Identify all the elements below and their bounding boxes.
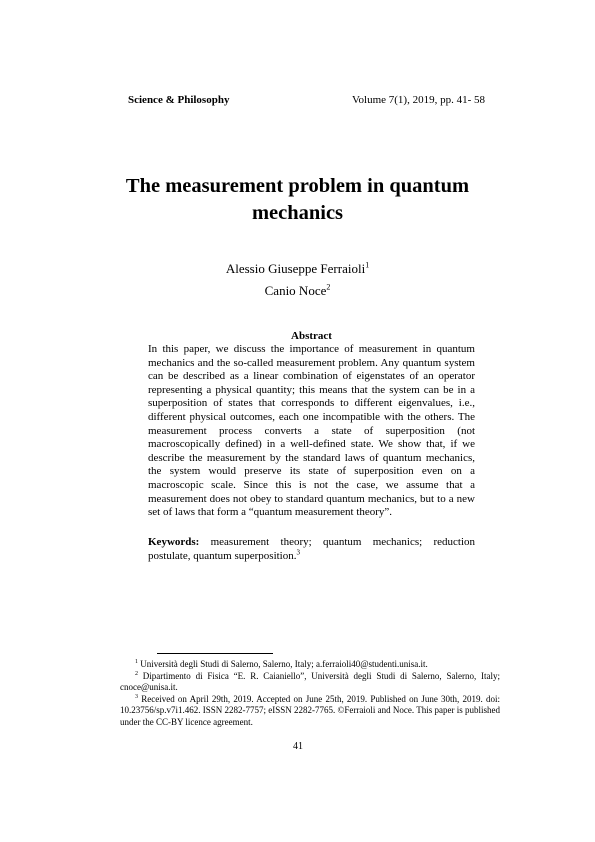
footnote-number: 3: [135, 693, 138, 700]
footnote-marker: 3: [296, 547, 300, 556]
page-number: 41: [293, 741, 303, 752]
author-name: Canio Noce: [264, 283, 327, 298]
footnote-divider: [157, 653, 273, 654]
keywords-label: Keywords:: [148, 536, 200, 548]
author-1: [60, 258, 535, 280]
abstract-text: In this paper, we discuss the importance of measurement in quantum mechanics and the so-called measurement problem. Any quantum system can be described as a linear combination of eigenstates of an operator representing a physical quantity; this means that the system can be in a superposition of states that corresponds to different eigenvalues, i.e., different physical outcomes, each one incompatible with the others. The measurement process converts a state of superposition (not macroscopically defined) in a well-defined state. We show that, if we describe the measurement by the standard laws of quantum mechanics, the system would preserve its state of superposition even on a macroscopic scale. Since this is not the case, we assume that a measurement does not obey to standard quantum mechanics, but to a new set of laws that form a “quantum measurement theory”.: [148, 343, 475, 519]
volume-info: Volume 7(1), 2019, pp. 41- 58: [352, 94, 486, 106]
footnote-marker: 1: [365, 260, 370, 270]
footnotes: [120, 659, 500, 728]
footnote-number: 2: [135, 670, 138, 677]
footnote-1: [120, 659, 500, 671]
title-line-1: The measurement problem in quantum: [125, 175, 470, 197]
journal-name: Science & Philosophy: [128, 94, 230, 106]
paper-title: [60, 173, 535, 227]
footnote-text: Università degli Studi di Salerno, Salerno, Italy; a.ferraioli40@studenti.unisa.it.: [138, 659, 428, 669]
footnote-3: [120, 694, 500, 729]
footnote-text: Received on April 29th, 2019. Accepted on June 25th, 2019. Published on June 30th, 2019. doi: 10.23756/sp.v7i1.462. ISSN 2282-7757; eISSN 2282-7765. ©Ferraioli and Noce. This paper is published under the CC-BY licence agreement.: [120, 693, 500, 727]
author-2: [60, 280, 535, 302]
author-list: [60, 258, 535, 302]
footnote-marker: 2: [326, 282, 331, 292]
keywords-text: measurement theory; quantum mechanics; reduction postulate, quantum superposition.: [148, 536, 475, 562]
author-name: Alessio Giuseppe Ferraioli: [225, 261, 366, 276]
footnote-text: Dipartimento di Fisica “E. R. Caianiello”, Università degli Studi di Salerno, Salerno, Italy; cnoce@unisa.it.: [120, 670, 500, 692]
footnote-2: [120, 671, 500, 694]
footnote-number: 1: [135, 659, 138, 665]
title-line-2: mechanics: [251, 202, 344, 224]
abstract-heading: Abstract: [291, 330, 332, 342]
keywords: [148, 536, 475, 563]
